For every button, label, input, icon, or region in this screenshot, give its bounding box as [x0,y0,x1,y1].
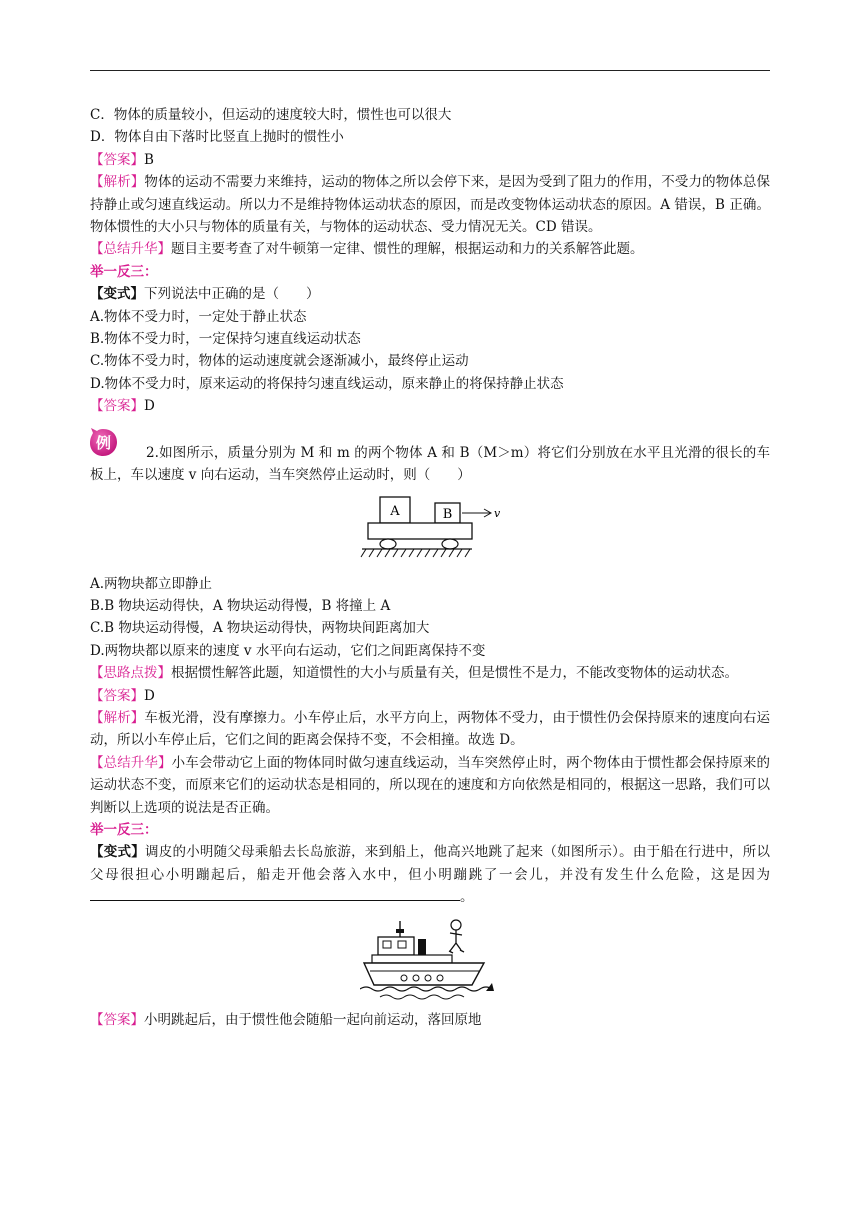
summary-tag: 【总结升华】 [90,754,172,771]
answer-value: D [144,398,155,415]
cart-figure [90,493,770,567]
example2-hint [90,662,770,684]
wheel-left [380,539,396,549]
analysis-tag: 【解析】 [90,709,145,726]
variant-question-text: 下列说法中正确的是（ ） [144,286,320,303]
analysis-text: 物体的运动不需要力来维持，运动的物体之所以会停下来，是因为受到了阻力的作用，不受力的物体总保持静止或匀速直线运动。所以力不是维持物体运动状态的原因，而是改变物体运动状态的原因。A 错误，B 正确。物体惯性的大小只与物体的质量有关，与物体的运动状态、受力情况无关。CD 错误。 [90,174,771,236]
example2-option-d: D.两物块都以原来的速度 v 水平向右运动，它们之间距离保持不变 [90,642,486,659]
example2-analysis [90,707,770,752]
example-badge-label: 例 [95,433,112,452]
block-b-label: B [442,506,453,522]
answer-tag: 【答案】 [90,1011,144,1028]
hint-tag: 【思路点拨】 [90,665,171,682]
example2-option-c: C.B 物块运动得慢，A 物块运动得快，两物块间距离加大 [90,620,430,637]
q1-option-d: D．物体自由下落时比竖直上抛时的惯性小 [90,129,344,146]
variant-tag: 【变式】 [90,844,145,861]
answer-tag: 【答案】 [90,398,144,415]
boat-figure [90,919,770,1005]
variant1-option-d: D.物体不受力时，原来运动的将保持匀速直线运动，原来静止的将保持静止状态 [90,375,564,392]
answer-value: D [144,687,155,704]
cart-diagram [360,493,500,567]
example2-question: 2.如图所示，质量分别为 M 和 m 的两个物体 A 和 B（M＞m）将它们分别放在水平且光滑的很长的车板上，车以速度 v 向右运动，当车突然停止运动时，则（ ） [90,444,770,484]
header-rule [90,70,770,71]
question-end: 。 [460,889,474,906]
answer-blank [90,886,460,901]
answer-value: B [144,151,154,168]
variant1-answer [90,395,770,417]
variant-tag: 【变式】 [90,286,144,303]
summary-text: 题目主要考查了对牛顿第一定律、惯性的理解，根据运动和力的关系解答此题。 [171,241,644,258]
answer-tag: 【答案】 [90,151,144,168]
document-body [90,104,770,1031]
example-2 [90,433,770,487]
answer-tag: 【答案】 [90,687,144,704]
example-badge-icon [88,428,118,458]
example2-option-a: A.两物块都立即静止 [90,575,213,592]
variant2-answer [90,1009,770,1031]
hint-text: 根据惯性解答此题，知道惯性的大小与质量有关，但是惯性不是力，不能改变物体的运动状态。 [171,665,738,682]
boat-illustration [360,919,500,1005]
summary-tag: 【总结升华】 [90,241,171,258]
variant-question-text: 调皮的小明随父母乘船去长岛旅游，来到船上，他高兴地跳了起来（如图所示）。由于船在行进中，所以父母很担心小明蹦起后，船走开他会落入水中，但小明蹦跳了一会儿，并没有发生什么危险，这是因为 [90,844,771,883]
q1-option-c: C．物体的质量较小，但运动的速度较大时，惯性也可以很大 [90,107,452,123]
variant-heading: 举一反三： [90,263,158,280]
ground-hatching [361,549,470,557]
q1-summary [90,238,770,260]
wheel-right [442,539,458,549]
example2-summary [90,752,770,819]
block-a-label: A [390,503,400,519]
analysis-text: 车板光滑，没有摩擦力。小车停止后，水平方向上，两物体不受力，由于惯性仍会保持原来的速度向右运动，所以小车停止后，它们之间的距离会保持不变，不会相撞。故选 D。 [90,709,771,749]
example2-option-b: B.B 物块运动得快，A 物块运动得慢，B 将撞上 A [90,597,391,614]
analysis-tag: 【解析】 [90,174,145,191]
variant1-option-a: A.物体不受力时，一定处于静止状态 [90,308,307,325]
summary-text: 小车会带动它上面的物体同时做匀速直线运动，当车突然停止时，两个物体由于惯性都会保持原来的运动状态不变，而原来它们的运动状态是相同的，所以现在的速度和方向依然是相同的，根据这一思路，我们可以判断以上选项的说法是否正确。 [90,754,771,816]
variant1-question [90,283,770,305]
variant2-question [90,841,770,908]
q1-answer [90,149,770,171]
example2-answer [90,685,770,707]
variant1-option-b: B.物体不受力时，一定保持匀速直线运动状态 [90,331,361,348]
cart-board [368,523,472,539]
variant1-option-c: C.物体不受力时，物体的运动速度就会逐渐减小，最终停止运动 [90,353,469,370]
velocity-label: v [494,506,500,520]
q1-analysis [90,171,770,238]
variant-heading: 举一反三： [90,821,158,838]
answer-value: 小明跳起后，由于惯性他会随船一起向前运动，落回原地 [144,1011,482,1028]
